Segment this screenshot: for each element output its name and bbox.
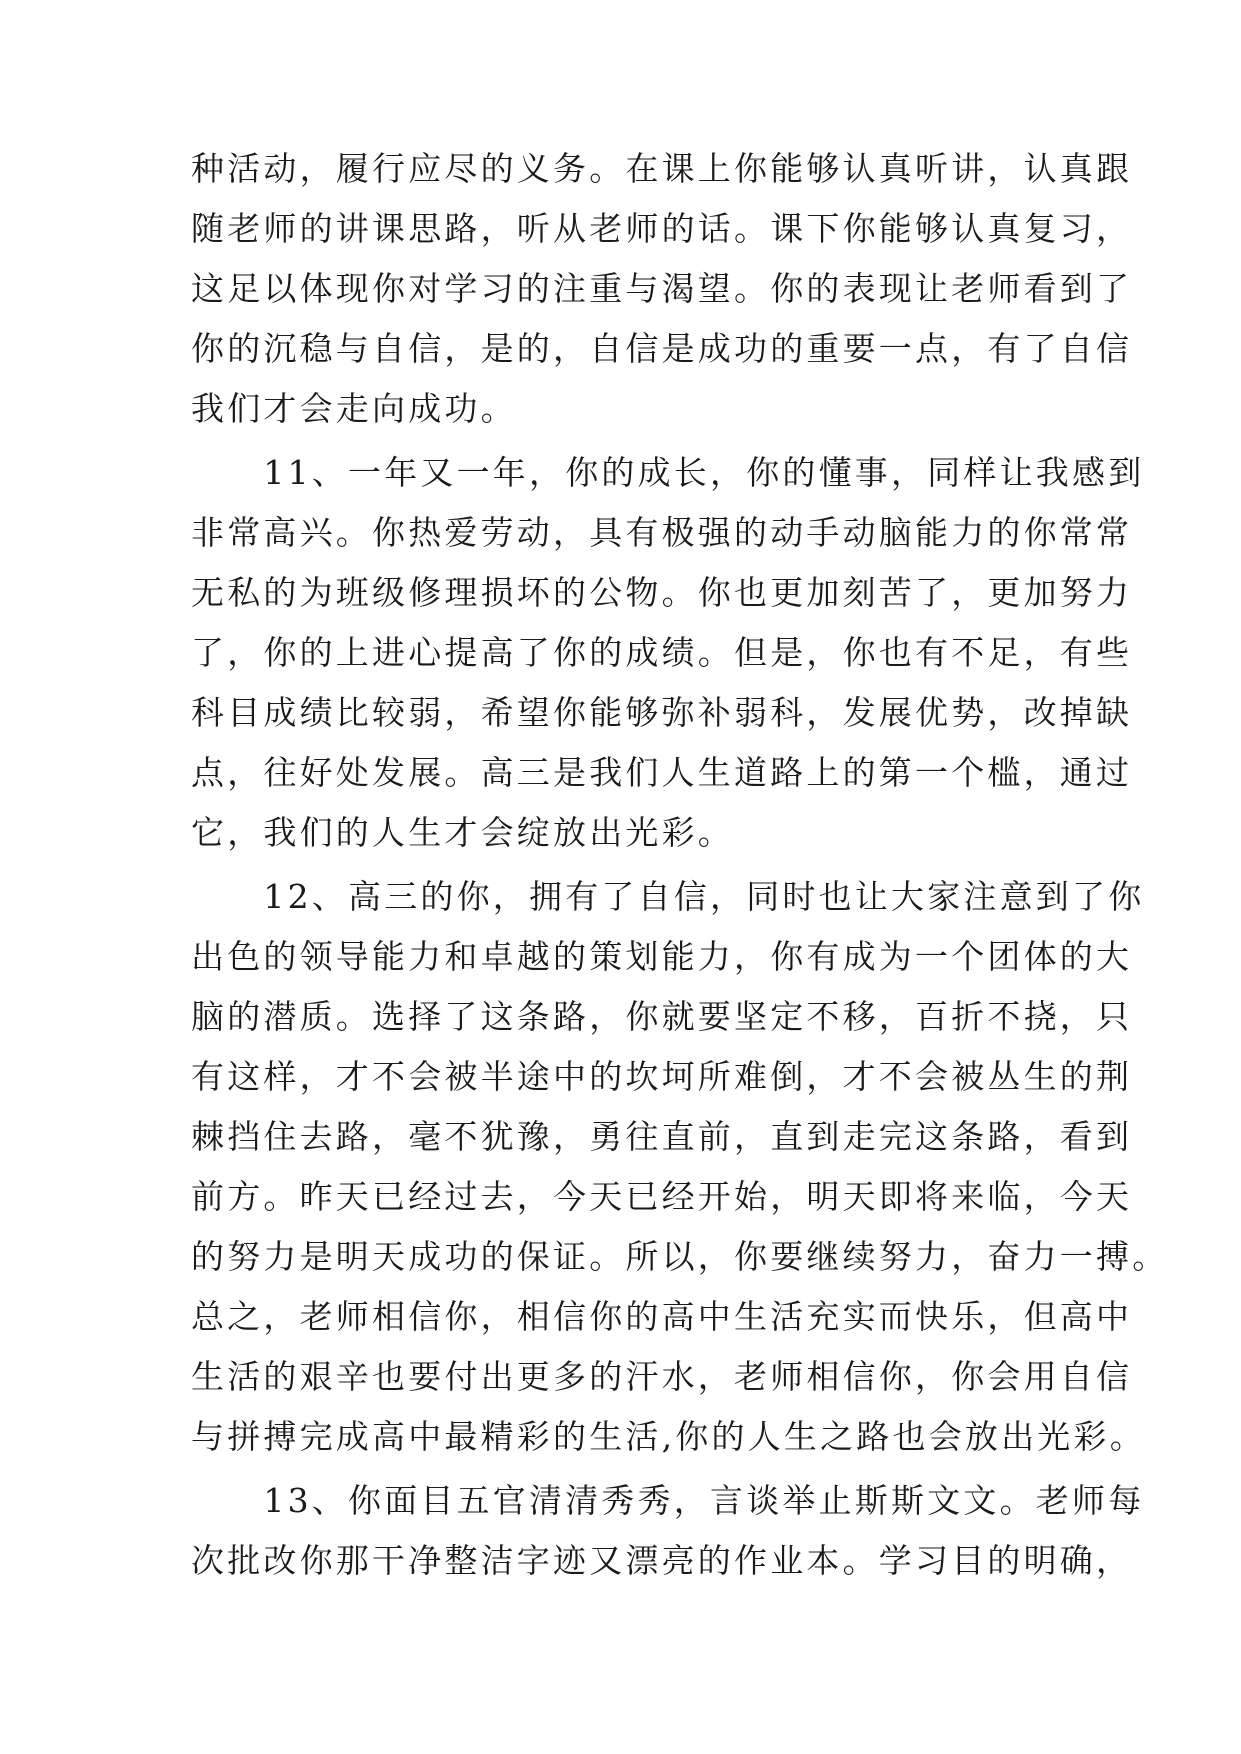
text-line: 无私的为班级修理损坏的公物。你也更加刻苦了，更加努力 — [191, 573, 1133, 612]
text-line: 出色的领导能力和卓越的策划能力，你有成为一个团体的大 — [191, 937, 1133, 976]
text-line: 有这样，才不会被半途中的坎坷所难倒，才不会被丛生的荆 — [191, 1057, 1133, 1096]
text-line: 棘挡住去路，毫不犹豫，勇往直前，直到走完这条路，看到 — [191, 1117, 1133, 1156]
paragraph-12-start: 12、高三的你，拥有了自信，同时也让大家注意到了你 — [191, 877, 1145, 916]
text-line: 它，我们的人生才会绽放出光彩。 — [191, 813, 734, 852]
text-line: 了，你的上进心提高了你的成绩。但是，你也有不足，有些 — [191, 633, 1133, 672]
text-line: 随老师的讲课思路，听从老师的话。课下你能够认真复习， — [191, 209, 1133, 248]
text-line: 点，往好处发展。高三是我们人生道路上的第一个槛，通过 — [191, 753, 1133, 792]
text-line: 种活动，履行应尽的义务。在课上你能够认真听讲，认真跟 — [191, 149, 1133, 188]
text-line: 我们才会走向成功。 — [191, 389, 517, 428]
text-line: 次批改你那干净整洁字迹又漂亮的作业本。学习目的明确， — [191, 1541, 1133, 1580]
text-line: 总之，老师相信你，相信你的高中生活充实而快乐，但高中 — [191, 1297, 1133, 1336]
text-line: 生活的艰辛也要付出更多的汗水，老师相信你，你会用自信 — [191, 1357, 1133, 1396]
text-line: 与拼搏完成高中最精彩的生活,你的人生之路也会放出光彩。 — [191, 1417, 1146, 1456]
paragraph-13-start: 13、你面目五官清清秀秀，言谈举止斯斯文文。老师每 — [191, 1481, 1145, 1520]
text-line: 前方。昨天已经过去，今天已经开始，明天即将来临，今天 — [191, 1177, 1133, 1216]
text-line: 非常高兴。你热爱劳动，具有极强的动手动脑能力的你常常 — [191, 513, 1133, 552]
text-line: 你的沉稳与自信，是的，自信是成功的重要一点，有了自信 — [191, 329, 1133, 368]
text-line: 科目成绩比较弱，希望你能够弥补弱科，发展优势，改掉缺 — [191, 693, 1133, 732]
text-line: 的努力是明天成功的保证。所以，你要继续努力，奋力一搏。 — [191, 1237, 1169, 1276]
text-line: 这足以体现你对学习的注重与渴望。你的表现让老师看到了 — [191, 269, 1133, 308]
paragraph-11-start: 11、一年又一年，你的成长，你的懂事，同样让我感到 — [191, 453, 1145, 492]
text-line: 脑的潜质。选择了这条路，你就要坚定不移，百折不挠，只 — [191, 997, 1133, 1036]
